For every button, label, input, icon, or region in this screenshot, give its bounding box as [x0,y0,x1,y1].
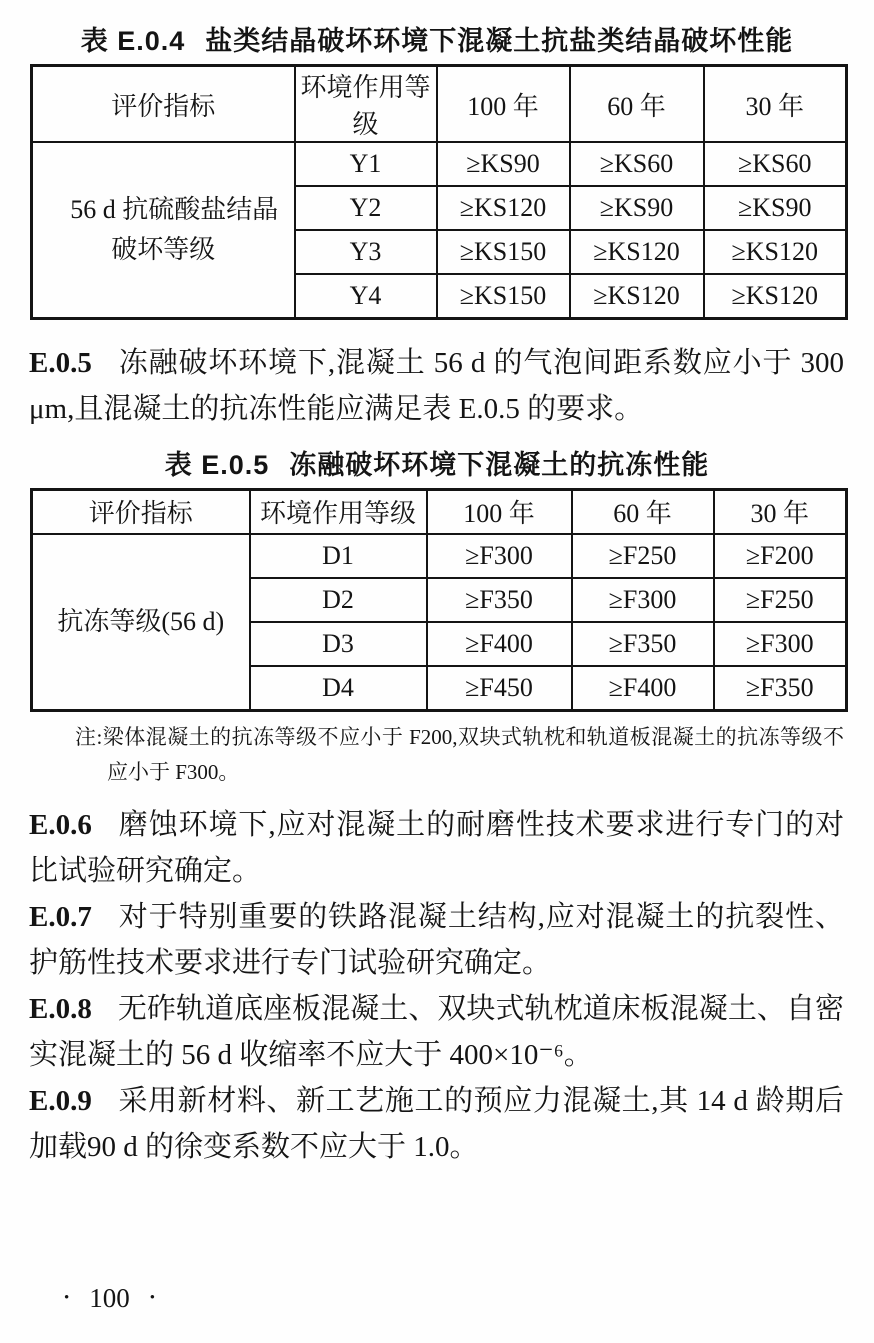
clause-text: 无砟轨道底座板混凝土、双块式轨枕道床板混凝土、自密实混凝土的 56 d 收缩率不应大于 400×10⁻⁶。 [29,992,844,1071]
value-cell: ≥KS120 [704,274,847,318]
grade-cell: Y1 [295,142,437,186]
page-number [44,1283,175,1313]
table-e04 [30,64,848,320]
clause-text: 采用新材料、新工艺施工的预应力混凝土,其 14 d 龄期后加载90 d 的徐变系数不应大于 1.0。 [29,1084,844,1163]
table1-title-text: 盐类结晶破坏环境下混凝土抗盐类结晶破坏性能 [205,26,794,56]
grade-cell: D3 [250,622,427,666]
grade-cell: D1 [250,534,427,578]
value-cell: ≥KS90 [437,142,570,186]
value-cell: ≥F400 [572,666,714,710]
table1-header-100yr: 100 年 [437,66,570,143]
value-cell: ≥F250 [714,578,847,622]
table2-note [30,720,844,790]
table2-header-env-grade: 环境作用等级 [250,489,427,534]
note-label: 注: [75,724,103,749]
table1-header-row [32,66,847,143]
table1-header-indicator: 评价指标 [32,66,295,143]
table2-title-label: 表 E.0.5 [164,449,270,480]
grade-cell: Y2 [295,186,437,230]
value-cell: ≥F350 [572,622,714,666]
value-cell: ≥KS60 [704,142,847,186]
table2-header-60yr: 60 年 [572,489,714,534]
value-cell: ≥F250 [572,534,714,578]
pagenum-left-dot: • [64,1290,70,1306]
table1-group-label-cell: 56 d 抗硫酸盐结晶破坏等级 [32,142,295,318]
value-cell: ≥KS150 [437,230,570,274]
clause-label: E.0.9 [29,1084,92,1117]
value-cell: ≥KS120 [570,274,704,318]
clause-label: E.0.5 [29,346,92,379]
table2-header-30yr: 30 年 [714,489,847,534]
value-cell: ≥KS120 [704,230,847,274]
table2-title [0,448,874,482]
table2-header-100yr: 100 年 [427,489,572,534]
paragraph-e06 [29,802,844,894]
grade-cell: D2 [250,578,427,622]
grade-cell: Y4 [295,274,437,318]
value-cell: ≥F450 [427,666,572,710]
clause-text: 对于特别重要的铁路混凝土结构,应对混凝土的抗裂性、护筋性技术要求进行专门试验研究确定。 [29,900,844,979]
table2-title-text: 冻融破坏环境下混凝土的抗冻性能 [289,449,710,480]
table1-header-30yr: 30 年 [704,66,847,143]
table1-header-env-grade: 环境作用等级 [295,66,437,143]
pagenum-right-dot: • [149,1290,156,1306]
paragraph-e07 [29,894,844,986]
clause-label: E.0.6 [29,808,92,841]
table1-title-label: 表 E.0.4 [80,26,186,56]
table2-header-row [32,489,847,534]
table-row [32,534,847,578]
value-cell: ≥F200 [714,534,847,578]
clause-label: E.0.8 [29,992,92,1025]
table1-title [0,0,874,58]
grade-cell: D4 [250,666,427,710]
paragraph-e09 [29,1078,844,1170]
table-e05 [30,488,848,712]
value-cell: ≥KS120 [437,186,570,230]
clause-text: 磨蚀环境下,应对混凝土的耐磨性技术要求进行专门的对比试验研究确定。 [29,808,844,887]
note-text: 梁体混凝土的抗冻等级不应小于 F200,双块式轨枕和轨道板混凝土的抗冻等级不应小于 F300。 [102,724,844,784]
value-cell: ≥F300 [714,622,847,666]
grade-cell: Y3 [295,230,437,274]
value-cell: ≥KS120 [570,230,704,274]
pagenum-value: 100 [89,1283,130,1313]
value-cell: ≥KS150 [437,274,570,318]
table2-group-label-cell: 抗冻等级(56 d) [32,534,250,710]
value-cell: ≥KS90 [570,186,704,230]
clause-text: 冻融破坏环境下,混凝土 56 d 的气泡间距系数应小于 300 μm,且混凝土的抗冻性能应满足表 E.0.5 的要求。 [29,346,844,425]
value-cell: ≥F350 [427,578,572,622]
value-cell: ≥F350 [714,666,847,710]
value-cell: ≥KS90 [704,186,847,230]
paragraph-e05 [29,340,844,432]
clause-label: E.0.7 [29,900,92,933]
value-cell: ≥F300 [572,578,714,622]
table1-header-60yr: 60 年 [570,66,704,143]
table-row [32,142,847,186]
table2-header-indicator: 评价指标 [32,489,250,534]
value-cell: ≥F300 [427,534,572,578]
value-cell: ≥KS60 [570,142,704,186]
value-cell: ≥F400 [427,622,572,666]
paragraph-e08 [29,986,844,1078]
